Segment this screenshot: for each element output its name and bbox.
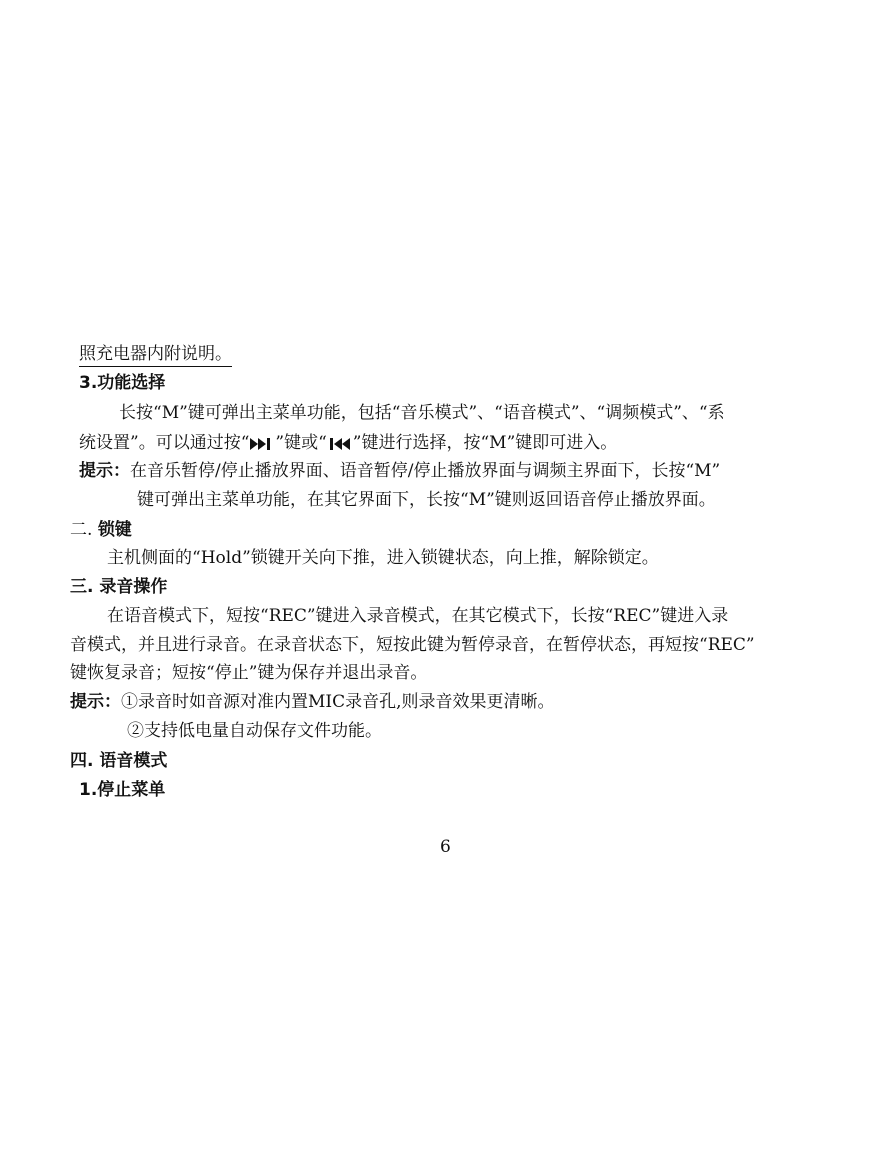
section-title-function-select: 3.功能选择 <box>79 373 166 393</box>
tip-label: 提示： <box>70 692 121 712</box>
section-heading-record <box>70 576 167 598</box>
tip-text: ①录音时如音源对准内置MIC录音孔,则录音效果更清晰。 <box>121 692 555 712</box>
section-heading-voice <box>70 750 167 772</box>
previous-track-icon <box>328 437 352 451</box>
section-number: 三. <box>70 577 94 597</box>
paragraph-line: 主机侧面的“Hold”锁键开关向下推，进入锁键状态，向上推，解除锁定。 <box>107 548 659 568</box>
section-number: 四. <box>70 751 94 771</box>
section-title: 语音模式 <box>99 751 168 771</box>
section-heading-lock <box>70 519 132 541</box>
previous-section-tail: 照充电器内附说明。 <box>79 343 232 367</box>
tip-line <box>79 460 720 482</box>
tip-line <box>70 691 555 713</box>
tip-line-continued: ②支持低电量自动保存文件功能。 <box>127 721 382 741</box>
section-title: 锁键 <box>97 520 132 540</box>
paragraph-line: 键恢复录音；短按“停止”键为保存并退出录音。 <box>70 663 428 683</box>
page-number: 6 <box>440 837 451 857</box>
section-title: 录音操作 <box>99 577 168 597</box>
section-number: 二. <box>70 520 93 540</box>
text-fragment: ”键进行选择，按“M”键即可进入。 <box>352 433 618 453</box>
paragraph-line: 在语音模式下，短按“REC”键进入录音模式，在其它模式下，长按“REC”键进入录 <box>107 606 729 626</box>
paragraph-line: 音模式，并且进行录音。在录音状态下，短按此键为暂停录音，在暂停状态，再短按“REC” <box>70 635 755 655</box>
tip-line-continued: 键可弹出主菜单功能，在其它界面下，长按“M”键则返回语音停止播放界面。 <box>137 490 716 510</box>
tip-text: 在音乐暂停/停止播放界面、语音暂停/停止播放界面与调频主界面下，长按“M” <box>130 461 721 481</box>
subsection-title: 1.停止菜单 <box>79 780 166 800</box>
text-fragment: ”键或“ <box>275 433 327 453</box>
tip-label: 提示： <box>79 461 130 481</box>
paragraph-line: 长按“M”键可弹出主菜单功能，包括“音乐模式”、“语音模式”、“调频模式”、“系 <box>119 403 725 423</box>
text-fragment: 统设置”。可以通过按“ <box>79 433 250 453</box>
next-track-icon <box>250 437 274 451</box>
paragraph-line <box>79 432 617 454</box>
